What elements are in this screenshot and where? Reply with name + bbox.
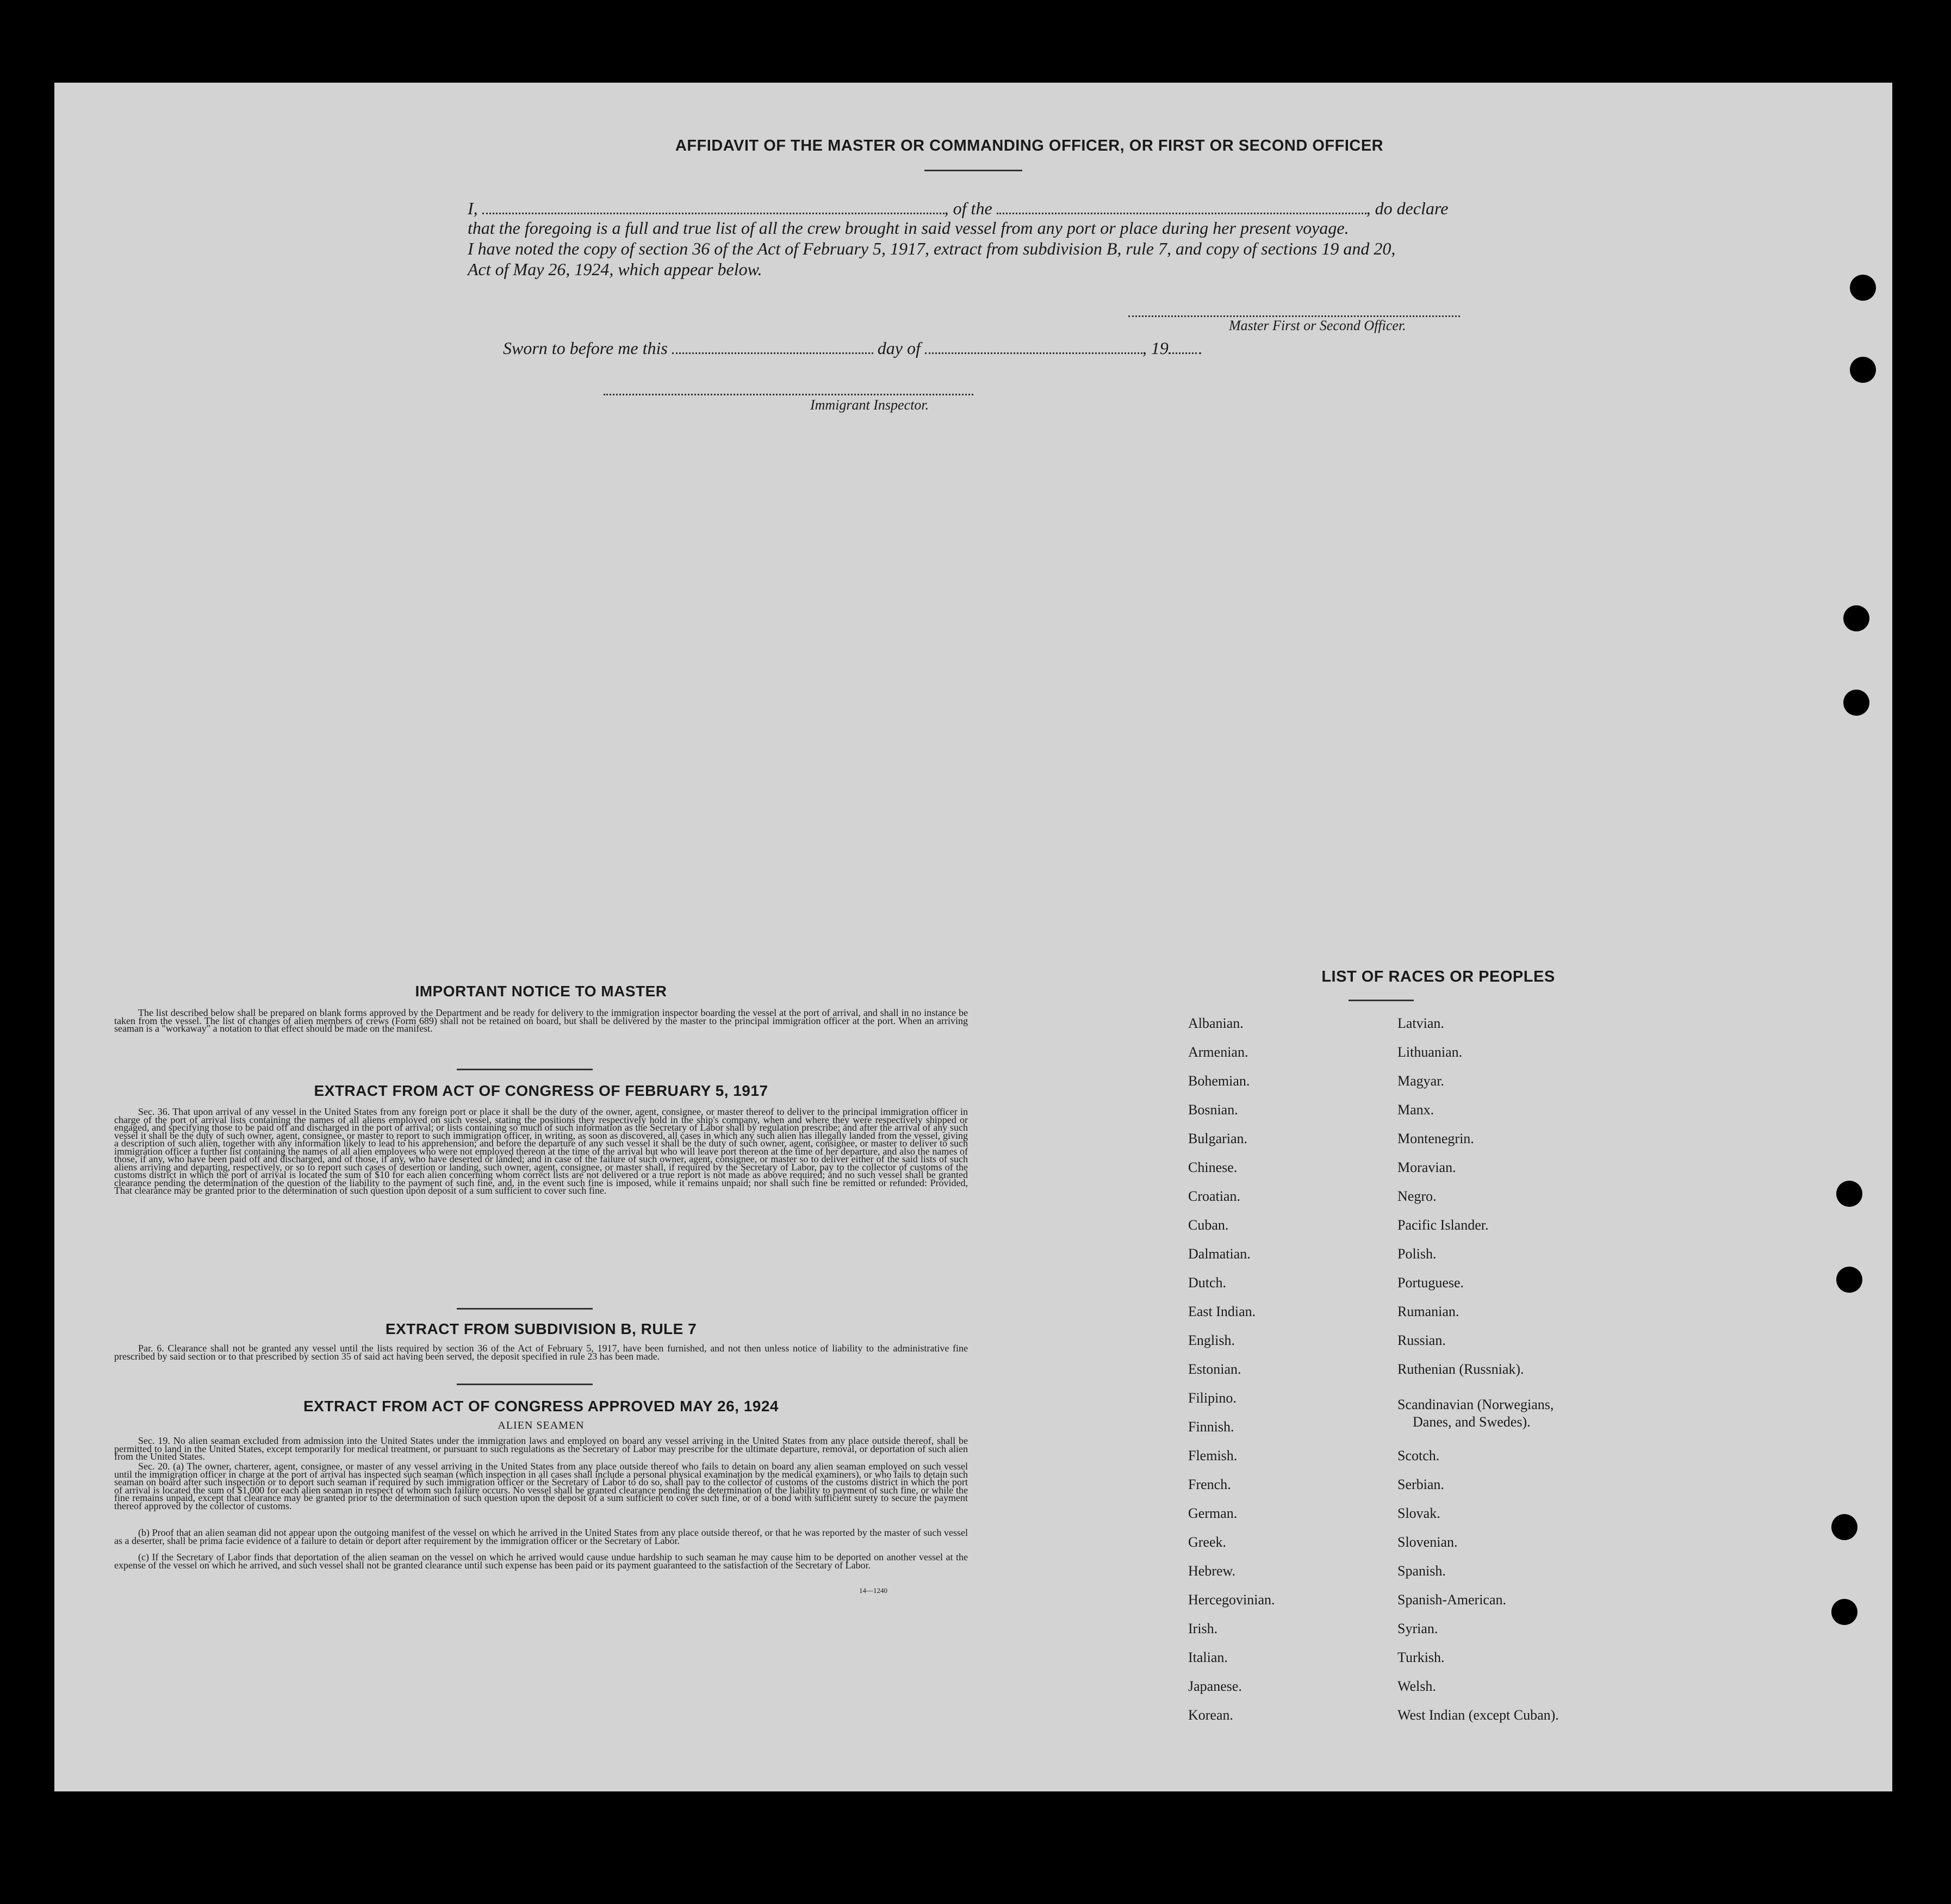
race-item: Spanish-American. (1397, 1592, 1507, 1608)
sworn-day-blank (672, 337, 873, 354)
sworn-line (503, 337, 1319, 358)
punch-hole (1831, 1514, 1857, 1540)
declaration-line-1 (468, 197, 1544, 219)
affidavit-title: AFFIDAVIT OF THE MASTER OR COMMANDING OFFICER, OR FIRST OR SECOND OFFICER (675, 137, 1384, 154)
declaration-of-the: , of the (944, 198, 992, 218)
extract-1924-title: EXTRACT FROM ACT OF CONGRESS APPROVED MAY 26, 1924 (303, 1398, 779, 1415)
punch-hole (1831, 1599, 1857, 1625)
sworn-text: Sworn to before me this (503, 338, 668, 358)
race-item: German. (1188, 1505, 1238, 1521)
form-number: 14—1240 (859, 1586, 887, 1595)
title-divider (924, 170, 1022, 171)
notice-divider (457, 1069, 593, 1070)
race-item: Korean. (1188, 1707, 1234, 1723)
race-item: Montenegrin. (1397, 1131, 1474, 1146)
race-item-continuation: Danes, and Swedes). (1413, 1414, 1531, 1430)
inspector-signature-line (604, 394, 973, 395)
race-item: Japanese. (1188, 1678, 1242, 1694)
punch-hole (1843, 690, 1869, 716)
notice-title: IMPORTANT NOTICE TO MASTER (415, 983, 667, 1000)
race-item: French. (1188, 1477, 1231, 1492)
race-item: Syrian. (1397, 1621, 1438, 1636)
race-item: Russian. (1397, 1332, 1446, 1348)
punch-hole (1836, 1181, 1862, 1207)
race-item: English. (1188, 1332, 1235, 1348)
sworn-day-of: day of (877, 338, 921, 358)
race-item: Italian. (1188, 1649, 1228, 1665)
extract-1924-subtitle: ALIEN SEAMEN (498, 1419, 585, 1431)
race-item: Slovenian. (1397, 1534, 1458, 1550)
race-item: Serbian. (1397, 1477, 1444, 1492)
subdivision-b-divider (457, 1384, 593, 1385)
race-item: Chinese. (1188, 1159, 1238, 1175)
sworn-month-blank (925, 337, 1142, 354)
race-item: Dutch. (1188, 1275, 1227, 1291)
race-item: Bohemian. (1188, 1073, 1250, 1089)
master-signature-line (1128, 315, 1460, 317)
race-item: Filipino. (1188, 1390, 1237, 1406)
race-item: Estonian. (1188, 1361, 1241, 1377)
declaration-i: I, (468, 198, 478, 218)
race-item: Cuban. (1188, 1217, 1229, 1233)
punch-hole (1843, 605, 1869, 631)
declaration-line-3: I have noted the copy of section 36 of the Act of February 5, 1917, extract from subdivision B, rule 7, and copy of sections 19 and 20, (468, 239, 1396, 258)
declaration-do-declare: , do declare (1366, 198, 1449, 218)
race-item: Dalmatian. (1188, 1246, 1251, 1262)
punch-hole (1836, 1267, 1862, 1293)
section-20c: (c) If the Secretary of Labor finds that deportation of the alien seaman on the vessel on which he arrived would cause undue hardship to such seaman he may cause him to be deported on another vessel at the expense of the vessel on which he arrived, and such vessel shall not be granted clearance until such expense has been paid or its payment guaranteed to the satisfaction of the Secretary of Labor. (114, 1552, 968, 1571)
race-item: Negro. (1397, 1188, 1437, 1204)
race-item: Latvian. (1397, 1015, 1444, 1031)
subdivision-b-title: EXTRACT FROM SUBDIVISION B, RULE 7 (385, 1320, 697, 1337)
vessel-blank (997, 197, 1366, 214)
declaration-line-4: Act of May 26, 1924, which appear below. (468, 259, 762, 279)
races-divider (1349, 1000, 1414, 1001)
race-item: Ruthenian (Russniak). (1397, 1361, 1524, 1377)
race-item: West Indian (except Cuban). (1397, 1707, 1559, 1723)
race-item: Hebrew. (1188, 1563, 1236, 1579)
race-item: Rumanian. (1397, 1304, 1459, 1319)
race-item: Scotch. (1397, 1448, 1440, 1463)
extract-1917-title: EXTRACT FROM ACT OF CONGRESS OF FEBRUARY 5, 1917 (314, 1082, 768, 1099)
race-item: Scandinavian (Norwegians, (1397, 1397, 1554, 1412)
race-item: Greek. (1188, 1534, 1227, 1550)
race-item: Flemish. (1188, 1448, 1238, 1463)
notice-body: The list described below shall be prepared on blank forms approved by the Department and be ready for delivery to the immigration inspector boarding the vessel at the port of arrival, and shall in no instance be taken from the vessel. The list of changes of alien members of crews (Form 689) shall not be retained on board, but shall be delivered by the master to the principal immigration officer at the port. When an arriving seaman is a "workaway" a notation to that effect should be made on the manifest. (114, 1007, 968, 1034)
race-item: Irish. (1188, 1621, 1218, 1636)
race-item: Armenian. (1188, 1044, 1248, 1060)
race-item: Hercegovinian. (1188, 1592, 1275, 1608)
race-item: Spanish. (1397, 1563, 1446, 1579)
section-20a: Sec. 20. (a) The owner, charterer, agent, consignee, or master of any vessel arriving in the United States from any place outside thereof who fails to detain on board any alien seaman employed on such vessel until the immigration officer in charge at the port of arrival has inspected such seaman (which inspection in all cases shall include a personal physical examination by the medical examiners), or who fails to detain such seaman on board after such inspection or to deport such seaman if required by such immigration officer or the Secretary of Labor to do so, shall pay to the collector of customs of the customs district in which the port of arrival is located the sum of $1,000 for each alien seaman in respect of whom such failure occurs. No vessel shall be granted clearance pending the determination of the liability to payment of such fine, or while the fine remains unpaid, except that clearance may be granted prior to the determination of such question upon the deposit of a sum sufficient to cover such fine, or of a bond with sufficient surety to secure the payment thereof approved by the collector of customs. (114, 1461, 968, 1511)
race-item: Slovak. (1397, 1505, 1440, 1521)
race-item: East Indian. (1188, 1304, 1256, 1319)
race-item: Croatian. (1188, 1188, 1241, 1204)
extract-1917-divider (457, 1308, 593, 1310)
race-item: Albanian. (1188, 1015, 1244, 1031)
race-item: Pacific Islander. (1397, 1217, 1489, 1233)
races-title: LIST OF RACES OR PEOPLES (1321, 968, 1555, 985)
section-19: Sec. 19. No alien seaman excluded from admission into the United States under the immigration laws and employed on board any vessel arriving in the United States from any place outside thereof, shall be permitted to land in the United States, except temporarily for medical treatment, or pursuant to such regulations as the Secretary of Labor may prescribe for the ultimate departure, removal, or deportation of such alien from the United States. (114, 1435, 968, 1462)
extract-1917-body: Sec. 36. That upon arrival of any vessel in the United States from any foreign port or place it shall be the duty of the owner, agent, consignee, or master thereof to deliver to the principal immigration officer in charge of the port of arrival lists containing the names of all aliens employed on such vessel, stating the positions they respectively hold in the ship's company, when and where they were respectively shipped or engaged, and specifying those to be paid off and discharged in the port of arrival; or lists containing so much of such information as the Secretary of Labor shall by regulation prescribe; and after the arrival of any such vessel it shall be the duty of such owner, agent, consignee, or master to report to such immigration officer, in writing, as soon as discovered, all cases in which any such alien has illegally landed from the vessel, giving a description of such alien, together with any information likely to lead to his apprehension; and before the departure of any such vessel it shall be the duty of such owner, agent, consignee, or master to deliver to such immigration officer a further list containing the names of all alien employees who were not employed thereon at the time of the arrival but who will leave port thereon at the time of her departure, and also the names of those, if any, who have been paid off and discharged, and of those, if any, who have deserted or landed; and in case of the failure of such owner, agent, consignee, or master so to deliver either of the said lists of such aliens arriving and departing, respectively, or so to report such cases of desertion or landing, such owner, agent, consignee, or master shall, if required by the Secretary of Labor, pay to the collector of customs of the customs district in which the port of arrival is located the sum of $10 for each alien concerning whom correct lists are not delivered or a true report is not made as above required; and no such vessel shall be granted clearance pending the determination of the question of the liability to the payment of such fine, and, in the event such fine is imposed, while it remains unpaid; nor shall such fine be remitted or refunded: Provided, That clearance may be granted prior to the determination of such question upon deposit of a sum sufficient to cover such fine. (114, 1106, 968, 1196)
sworn-year-blank (1169, 337, 1201, 354)
sworn-year: , 19 (1142, 338, 1169, 358)
race-item: Bosnian. (1188, 1102, 1238, 1118)
race-item: Magyar. (1397, 1073, 1444, 1089)
race-item: Welsh. (1397, 1678, 1436, 1694)
race-item: Finnish. (1188, 1419, 1234, 1435)
master-signature-label: Master First or Second Officer. (1229, 318, 1406, 333)
race-item: Turkish. (1397, 1649, 1445, 1665)
section-20b: (b) Proof that an alien seaman did not appear upon the outgoing manifest of the vessel on which he arrived in the United States from any place outside thereof, or that he was reported by the master of such vessel as a deserter, shall be prima facie evidence of a failure to detain or deport after requirement by the immigration officer or the Secretary of Labor. (114, 1527, 968, 1546)
subdivision-b-body: Par. 6. Clearance shall not be granted any vessel until the lists required by section 36 of the Act of February 5, 1917, have been furnished, and not then unless notice of liability to the administrative fine prescribed by said section or to that prescribed by section 35 of said act having been served, the deposit specified in rule 23 has been made. (114, 1343, 968, 1362)
race-item: Bulgarian. (1188, 1131, 1248, 1146)
race-item: Portuguese. (1397, 1275, 1464, 1291)
inspector-label: Immigrant Inspector. (810, 397, 929, 413)
race-item: Moravian. (1397, 1159, 1456, 1175)
race-item: Polish. (1397, 1246, 1437, 1262)
name-blank (482, 197, 945, 214)
punch-hole (1850, 275, 1876, 301)
punch-hole (1850, 357, 1876, 383)
race-item: Lithuanian. (1397, 1044, 1463, 1060)
race-item: Manx. (1397, 1102, 1434, 1118)
document-page (54, 83, 1892, 1791)
declaration-line-2: that the foregoing is a full and true list of all the crew brought in said vessel from any port or place during her present voyage. (468, 218, 1349, 238)
